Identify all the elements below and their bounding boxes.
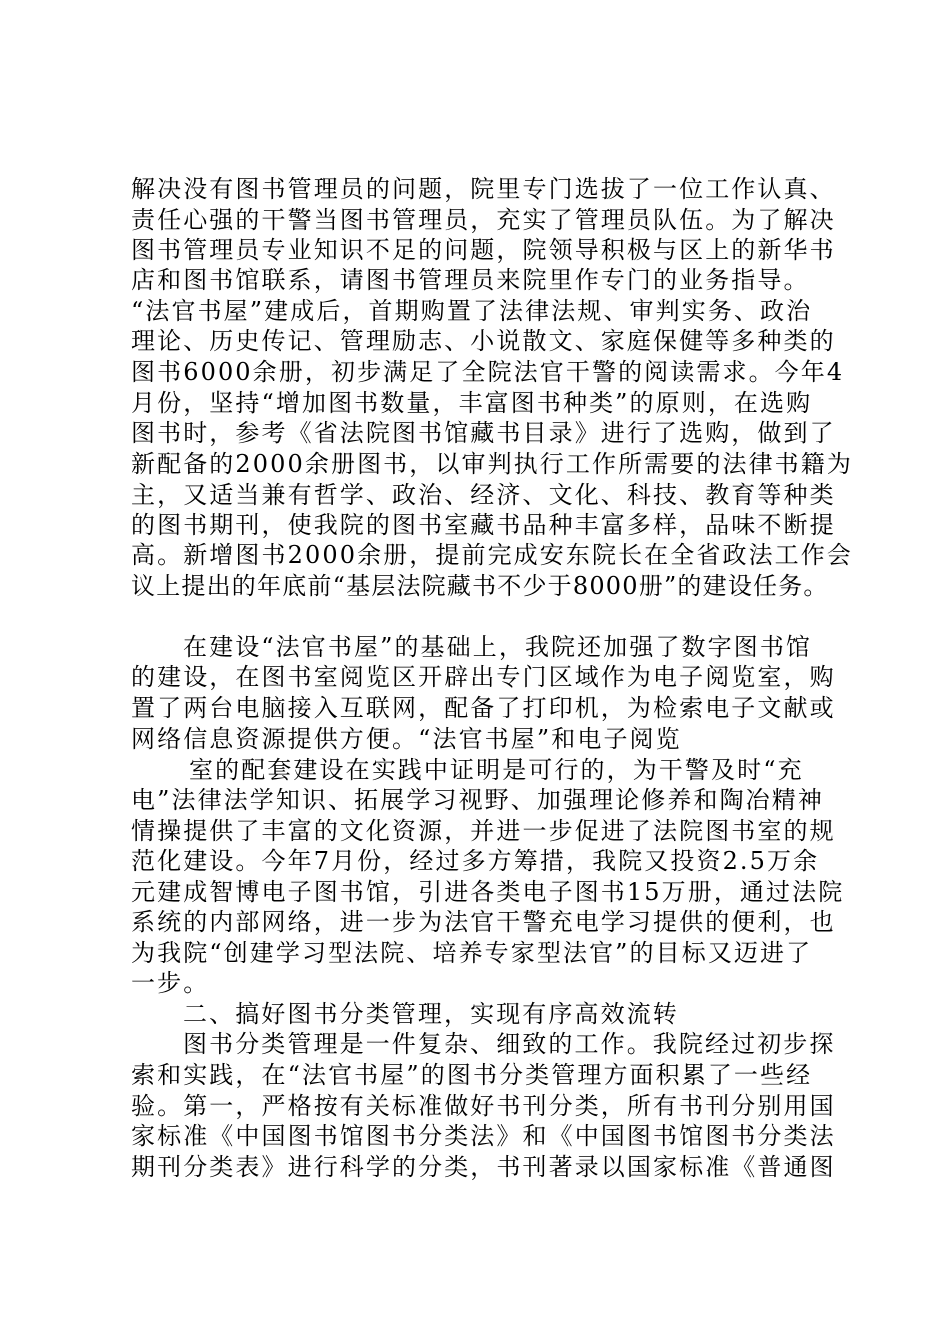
text-line: 图书管理员专业知识不足的问题，院领导积极与区上的新华书 bbox=[131, 236, 836, 264]
text-line: “法官书屋”建成后，首期购置了法律法规、审判实务、政治 bbox=[131, 297, 813, 325]
text-line: 为我院“创建学习型法院、培养专家型法官”的目标又迈进了 bbox=[131, 939, 813, 967]
text-line: 主，又适当兼有哲学、政治、经济、文化、科技、教育等种类 bbox=[131, 481, 836, 509]
text-line: 月份，坚持“增加图书数量，丰富图书种类”的原则，在选购 bbox=[131, 389, 813, 417]
text-line: 的图书期刊，使我院的图书室藏书品种丰富多样，品味不断提 bbox=[131, 511, 836, 539]
text-line: 的建设，在图书室阅览区开辟出专门区域作为电子阅览室，购 bbox=[131, 663, 836, 691]
text-line: 议上提出的年底前“基层法院藏书不少于8000册”的建设任务。 bbox=[131, 572, 829, 600]
text-line: 解决没有图书管理员的问题，院里专门选拔了一位工作认真、 bbox=[131, 175, 836, 203]
paragraph-first-line: 图书分类管理是一件复杂、细致的工作。我院经过初步探 bbox=[183, 1030, 836, 1058]
text-line: 系统的内部网络，进一步为法官干警充电学习提供的便利，也 bbox=[131, 908, 836, 936]
text-line: 理论、历史传记、管理励志、小说散文、家庭保健等多种类的 bbox=[131, 327, 836, 355]
text-line: 责任心强的干警当图书管理员，充实了管理员队伍。为了解决 bbox=[131, 206, 836, 234]
text-line: 一步。 bbox=[131, 969, 210, 997]
text-line: 高。新增图书2000余册，提前完成安东院长在全省政法工作会 bbox=[131, 541, 853, 569]
text-line: 图书6000余册，初步满足了全院法官干警的阅读需求。今年4 bbox=[131, 358, 845, 386]
text-line: 网络信息资源提供方便。“法官书屋”和电子阅览 bbox=[131, 725, 682, 753]
text-line: 范化建设。今年7月份，经过多方筹措，我院又投资2.5万余 bbox=[131, 847, 820, 875]
text-line: 店和图书馆联系，请图书管理员来院里作专门的业务指导。 bbox=[131, 266, 810, 294]
text-line: 电”法律法学知识、拓展学习视野、加强理论修养和陶冶精神 bbox=[131, 786, 824, 814]
paragraph-first-line: 在建设“法官书屋”的基础上，我院还加强了数字图书馆 bbox=[183, 633, 813, 661]
section-heading: 二、搞好图书分类管理，实现有序高效流转 bbox=[183, 1000, 679, 1028]
text-line: 情操提供了丰富的文化资源，并进一步促进了法院图书室的规 bbox=[131, 817, 836, 845]
text-line: 元建成智博电子图书馆，引进各类电子图书15万册，通过法院 bbox=[131, 878, 845, 906]
text-line: 置了两台电脑接入互联网，配备了打印机，为检索电子文献或 bbox=[131, 694, 836, 722]
text-line: 验。第一，严格按有关标准做好书刊分类，所有书刊分别用国 bbox=[131, 1092, 836, 1120]
text-line: 新配备的2000余册图书，以审判执行工作所需要的法律书籍为 bbox=[131, 450, 853, 478]
text-line: 索和实践，在“法官书屋”的图书分类管理方面积累了一些经 bbox=[131, 1061, 813, 1089]
text-line: 家标准《中国图书馆图书分类法》和《中国图书馆图书分类法 bbox=[131, 1122, 836, 1150]
text-line: 室的配套建设在实践中证明是可行的，为干警及时“充 bbox=[189, 756, 804, 784]
text-line: 图书时，参考《省法院图书馆藏书目录》进行了选购，做到了 bbox=[131, 419, 836, 447]
text-line: 期刊分类表》进行科学的分类，书刊著录以国家标准《普通图 bbox=[131, 1153, 836, 1181]
